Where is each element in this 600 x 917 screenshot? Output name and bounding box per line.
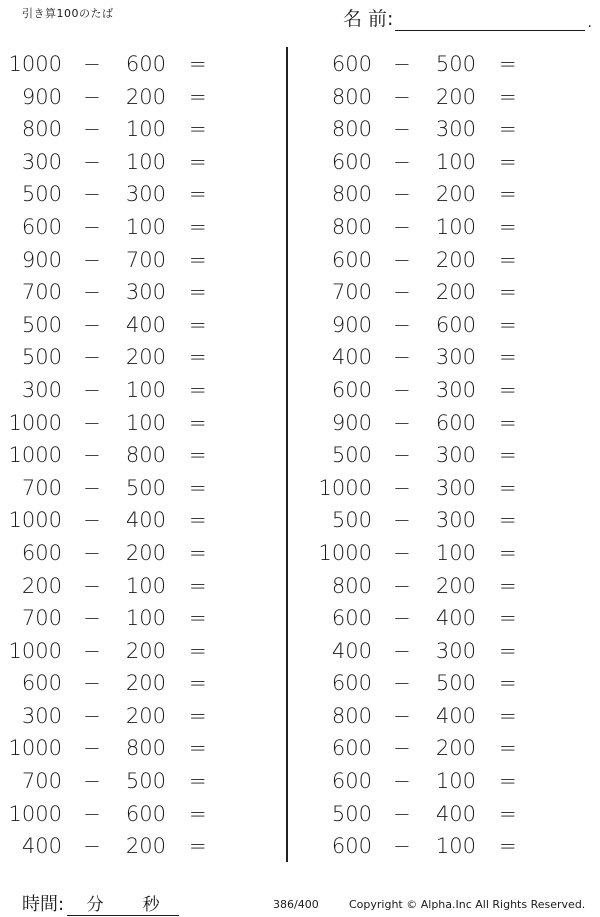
problem-row [310,374,570,407]
problem-row [310,602,570,635]
minuend: 1000 [8,52,62,76]
subtrahend: 400 [435,703,476,728]
minuend: 400 [331,638,372,663]
minuend: 500 [331,443,372,468]
minuend: 600 [331,377,372,402]
problem-row [310,667,570,700]
minus-sign: − [83,736,101,761]
minuend: 600 [331,149,372,174]
minus-sign: − [83,117,101,142]
minuend: 1000 [8,443,62,468]
problem-row [0,537,260,570]
minus-sign: − [393,280,411,305]
problem-row [310,504,570,537]
subtrahend: 100 [435,214,476,239]
minuend: 300 [21,703,62,728]
problem-row [0,81,260,114]
equals-sign: = [189,247,207,272]
equals-sign: = [189,703,207,728]
equals-sign: = [499,703,517,728]
minus-sign: − [83,182,101,207]
problem-row [0,700,260,733]
minuend: 500 [331,508,372,533]
subtrahend: 400 [435,801,476,826]
subtrahend: 300 [435,377,476,402]
name-line-end: . [587,15,592,31]
minus-sign: − [83,52,101,76]
problem-row [310,309,570,342]
minuend: 300 [21,149,62,174]
minus-sign: − [393,671,411,696]
equals-sign: = [189,149,207,174]
equals-sign: = [189,736,207,761]
minuend: 600 [331,736,372,761]
problem-row [310,732,570,765]
minus-sign: − [393,475,411,500]
time-input-line[interactable] [67,890,179,916]
minus-sign: − [393,312,411,337]
minuend: 500 [331,801,372,826]
minus-sign: − [393,443,411,468]
minus-sign: − [83,149,101,174]
minuend: 700 [21,606,62,631]
subtrahend: 100 [125,573,166,598]
problem-row [0,309,260,342]
equals-sign: = [499,182,517,207]
subtrahend: 100 [435,834,476,859]
problem-row [0,48,260,81]
problem-row [0,113,260,146]
problem-row [310,472,570,505]
subtrahend: 300 [435,345,476,370]
subtrahend: 500 [435,671,476,696]
minus-sign: − [393,182,411,207]
seconds-label: 秒 [142,895,160,915]
subtrahend: 800 [125,443,166,468]
minus-sign: − [83,214,101,239]
minuend: 800 [331,573,372,598]
minus-sign: − [83,540,101,565]
equals-sign: = [189,671,207,696]
minus-sign: − [393,736,411,761]
subtrahend: 200 [435,247,476,272]
minuend: 700 [21,769,62,794]
time-record [22,890,179,916]
left-problem-column [0,48,260,863]
subtrahend: 600 [435,410,476,435]
minuend: 1000 [8,410,62,435]
subtrahend: 800 [125,736,166,761]
subtrahend: 200 [435,573,476,598]
equals-sign: = [189,540,207,565]
subtrahend: 200 [435,84,476,109]
subtrahend: 200 [125,638,166,663]
problem-row [310,635,570,668]
subtrahend: 100 [435,149,476,174]
equals-sign: = [499,638,517,663]
minus-sign: − [393,769,411,794]
minus-sign: − [83,638,101,663]
equals-sign: = [499,149,517,174]
equals-sign: = [189,377,207,402]
minus-sign: − [393,410,411,435]
minuend: 400 [21,834,62,859]
problem-row [310,113,570,146]
subtrahend: 500 [435,52,476,76]
minus-sign: − [83,247,101,272]
minuend: 600 [331,769,372,794]
subtrahend: 200 [125,671,166,696]
minuend: 1000 [8,508,62,533]
minus-sign: − [83,801,101,826]
minuend: 500 [21,345,62,370]
problem-row [310,341,570,374]
problem-row [310,48,570,81]
minuend: 800 [331,182,372,207]
problem-row [310,178,570,211]
minus-sign: − [83,703,101,728]
minus-sign: − [83,312,101,337]
minuend: 900 [21,84,62,109]
equals-sign: = [499,606,517,631]
subtrahend: 100 [125,606,166,631]
equals-sign: = [189,769,207,794]
minus-sign: − [393,540,411,565]
minus-sign: − [393,703,411,728]
minus-sign: − [393,377,411,402]
subtrahend: 500 [125,475,166,500]
subtrahend: 200 [435,182,476,207]
equals-sign: = [499,214,517,239]
subtrahend: 200 [125,834,166,859]
subtrahend: 400 [125,312,166,337]
equals-sign: = [499,769,517,794]
problem-row [310,276,570,309]
equals-sign: = [189,573,207,598]
equals-sign: = [189,443,207,468]
subtrahend: 200 [125,345,166,370]
equals-sign: = [189,508,207,533]
minuend: 1000 [8,801,62,826]
minuend: 900 [21,247,62,272]
minus-sign: − [393,834,411,859]
problem-row [0,276,260,309]
equals-sign: = [189,280,207,305]
name-label: 名 前: [343,8,394,30]
problem-row [0,635,260,668]
minuend: 1000 [318,475,372,500]
page-number: 386/400 [273,898,319,911]
subtrahend: 100 [125,377,166,402]
problem-row [0,374,260,407]
subtrahend: 500 [125,769,166,794]
minuend: 800 [331,214,372,239]
minus-sign: − [83,410,101,435]
minus-sign: − [393,345,411,370]
equals-sign: = [499,834,517,859]
minus-sign: − [393,573,411,598]
subtrahend: 300 [125,280,166,305]
equals-sign: = [499,52,517,76]
equals-sign: = [499,801,517,826]
subtrahend: 200 [125,703,166,728]
problem-row [0,211,260,244]
minuend: 500 [21,312,62,337]
minuend: 600 [21,671,62,696]
worksheet-title: 引き算100のたば [22,7,114,20]
equals-sign: = [189,345,207,370]
problem-row [0,798,260,831]
minuend: 300 [21,377,62,402]
subtrahend: 200 [125,84,166,109]
equals-sign: = [499,247,517,272]
copyright-notice: Copyright © Alpha.Inc All Rights Reserved. [349,898,586,911]
equals-sign: = [499,345,517,370]
minus-sign: − [393,52,411,76]
subtrahend: 700 [125,247,166,272]
problem-row [0,472,260,505]
equals-sign: = [189,834,207,859]
problem-row [0,504,260,537]
minus-sign: − [393,801,411,826]
problem-row [310,146,570,179]
equals-sign: = [499,443,517,468]
problem-row [0,146,260,179]
minuend: 900 [331,410,372,435]
minuend: 600 [331,834,372,859]
minus-sign: − [393,247,411,272]
subtrahend: 100 [125,214,166,239]
equals-sign: = [189,475,207,500]
equals-sign: = [499,540,517,565]
minuend: 800 [21,117,62,142]
minuend: 1000 [318,540,372,565]
problem-row [0,244,260,277]
problem-row [310,81,570,114]
problem-row [0,667,260,700]
minus-sign: − [393,508,411,533]
minus-sign: − [393,117,411,142]
minuend: 400 [331,345,372,370]
equals-sign: = [499,508,517,533]
subtrahend: 200 [125,540,166,565]
minuend: 700 [21,280,62,305]
subtrahend: 400 [435,606,476,631]
equals-sign: = [499,84,517,109]
equals-sign: = [189,214,207,239]
minus-sign: − [83,671,101,696]
minus-sign: − [83,345,101,370]
problem-row [0,407,260,440]
minuend: 600 [331,247,372,272]
problem-row [0,570,260,603]
minuend: 800 [331,117,372,142]
equals-sign: = [189,117,207,142]
equals-sign: = [499,671,517,696]
problem-row [0,178,260,211]
minuend: 600 [331,52,372,76]
minutes-label: 分 [86,895,104,915]
minus-sign: − [83,769,101,794]
subtrahend: 600 [435,312,476,337]
subtrahend: 100 [125,149,166,174]
minus-sign: − [83,606,101,631]
problem-row [310,407,570,440]
right-problem-column [310,48,570,863]
equals-sign: = [189,410,207,435]
equals-sign: = [189,84,207,109]
minuend: 600 [331,671,372,696]
equals-sign: = [499,312,517,337]
equals-sign: = [499,736,517,761]
subtrahend: 200 [435,280,476,305]
minuend: 1000 [8,736,62,761]
problem-row [310,211,570,244]
minuend: 600 [331,606,372,631]
equals-sign: = [499,410,517,435]
subtrahend: 100 [435,540,476,565]
equals-sign: = [499,117,517,142]
minuend: 800 [331,703,372,728]
subtrahend: 300 [435,443,476,468]
subtrahend: 600 [125,801,166,826]
subtrahend: 100 [125,117,166,142]
column-divider [286,47,288,862]
minuend: 600 [21,214,62,239]
equals-sign: = [499,475,517,500]
time-label: 時間: [22,894,65,915]
minuend: 700 [21,475,62,500]
minus-sign: − [393,84,411,109]
problem-row [310,537,570,570]
problem-row [310,570,570,603]
minus-sign: − [83,280,101,305]
problem-row [310,700,570,733]
problem-row [0,341,260,374]
minus-sign: − [83,443,101,468]
subtrahend: 300 [435,117,476,142]
subtrahend: 100 [125,410,166,435]
equals-sign: = [189,606,207,631]
equals-sign: = [499,377,517,402]
equals-sign: = [499,280,517,305]
problem-row [0,765,260,798]
minus-sign: − [83,377,101,402]
name-field [343,4,592,31]
problem-row [310,830,570,863]
subtrahend: 300 [435,638,476,663]
equals-sign: = [189,638,207,663]
subtrahend: 100 [435,769,476,794]
problem-row [310,765,570,798]
subtrahend: 400 [125,508,166,533]
minus-sign: − [83,573,101,598]
minus-sign: − [393,606,411,631]
problem-row [310,439,570,472]
minuend: 800 [331,84,372,109]
minuend: 200 [21,573,62,598]
subtrahend: 300 [125,182,166,207]
minus-sign: − [393,149,411,174]
minuend: 900 [331,312,372,337]
problem-row [0,830,260,863]
subtrahend: 200 [435,736,476,761]
minus-sign: − [83,84,101,109]
minuend: 500 [21,182,62,207]
subtrahend: 300 [435,475,476,500]
problem-row [0,732,260,765]
subtrahend: 300 [435,508,476,533]
minus-sign: − [83,834,101,859]
minuend: 1000 [8,638,62,663]
name-input-line[interactable] [395,10,585,31]
minuend: 700 [331,280,372,305]
equals-sign: = [189,312,207,337]
minus-sign: − [393,638,411,663]
problem-row [0,602,260,635]
problem-row [310,244,570,277]
problem-row [310,798,570,831]
equals-sign: = [499,573,517,598]
subtrahend: 600 [125,52,166,76]
minuend: 600 [21,540,62,565]
problem-row [0,439,260,472]
minus-sign: − [83,475,101,500]
equals-sign: = [189,801,207,826]
equals-sign: = [189,52,207,76]
equals-sign: = [189,182,207,207]
minus-sign: − [393,214,411,239]
minus-sign: − [83,508,101,533]
